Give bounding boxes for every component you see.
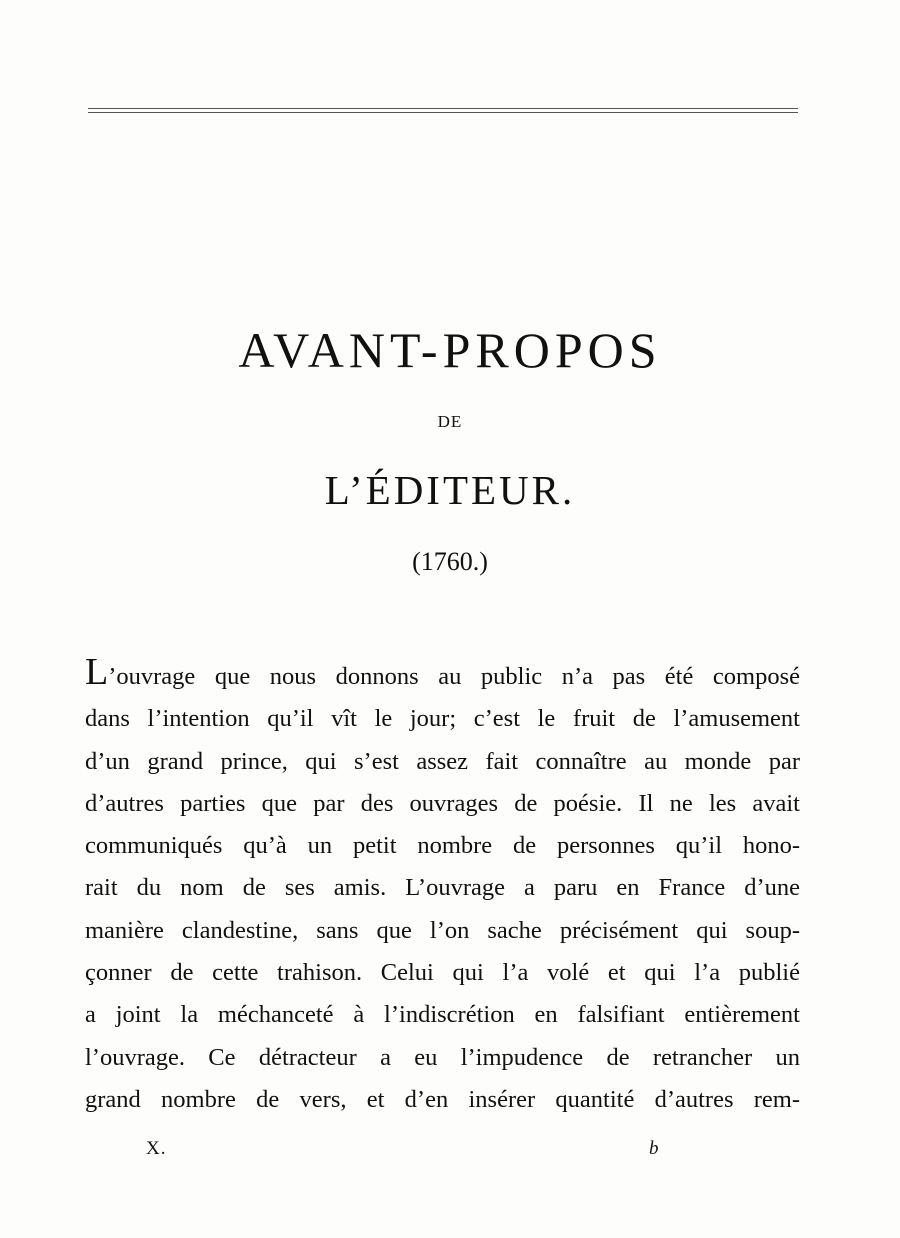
volume-number: X. — [146, 1138, 167, 1159]
text-line: rait du nom de ses amis. L’ouvrage a paru en France d’une — [85, 874, 800, 902]
page-title: AVANT-PROPOS — [238, 322, 662, 378]
text-line: L’ouvrage que nous donnons au public n’a pas été composé — [85, 651, 800, 693]
drop-cap: L — [85, 651, 109, 693]
year-label: (1760.) — [412, 547, 488, 576]
text-line: grand nombre de vers, et d’en insérer quantité d’autres rem- — [85, 1085, 800, 1113]
text-line: çonner de cette trahison. Celui qui l’a volé et qui l’a publié — [85, 959, 800, 987]
body-paragraph — [85, 651, 800, 1121]
text-line: d’un grand prince, qui s’est assez fait connaître au monde par — [85, 747, 800, 775]
page-subtitle: L’ÉDITEUR. — [324, 467, 576, 513]
text-line: a joint la méchanceté à l’indiscrétion en falsifiant entièrement — [85, 1001, 800, 1029]
text-line: manière clandestine, sans que l’on sache précisément qui soup- — [85, 916, 800, 944]
text-line: d’autres parties que par des ouvrages de poésie. Il ne les avait — [85, 789, 800, 817]
text-line: l’ouvrage. Ce détracteur a eu l’impudence de retrancher un — [85, 1043, 800, 1071]
text-line: dans l’intention qu’il vît le jour; c’est le fruit de l’amusement — [85, 705, 800, 733]
title-connector: DE — [437, 412, 463, 431]
top-rule — [88, 108, 798, 109]
signature-mark: b — [649, 1138, 659, 1159]
text-line: communiqués qu’à un petit nombre de personnes qu’il hono- — [85, 832, 800, 860]
top-rule-double — [88, 112, 798, 113]
